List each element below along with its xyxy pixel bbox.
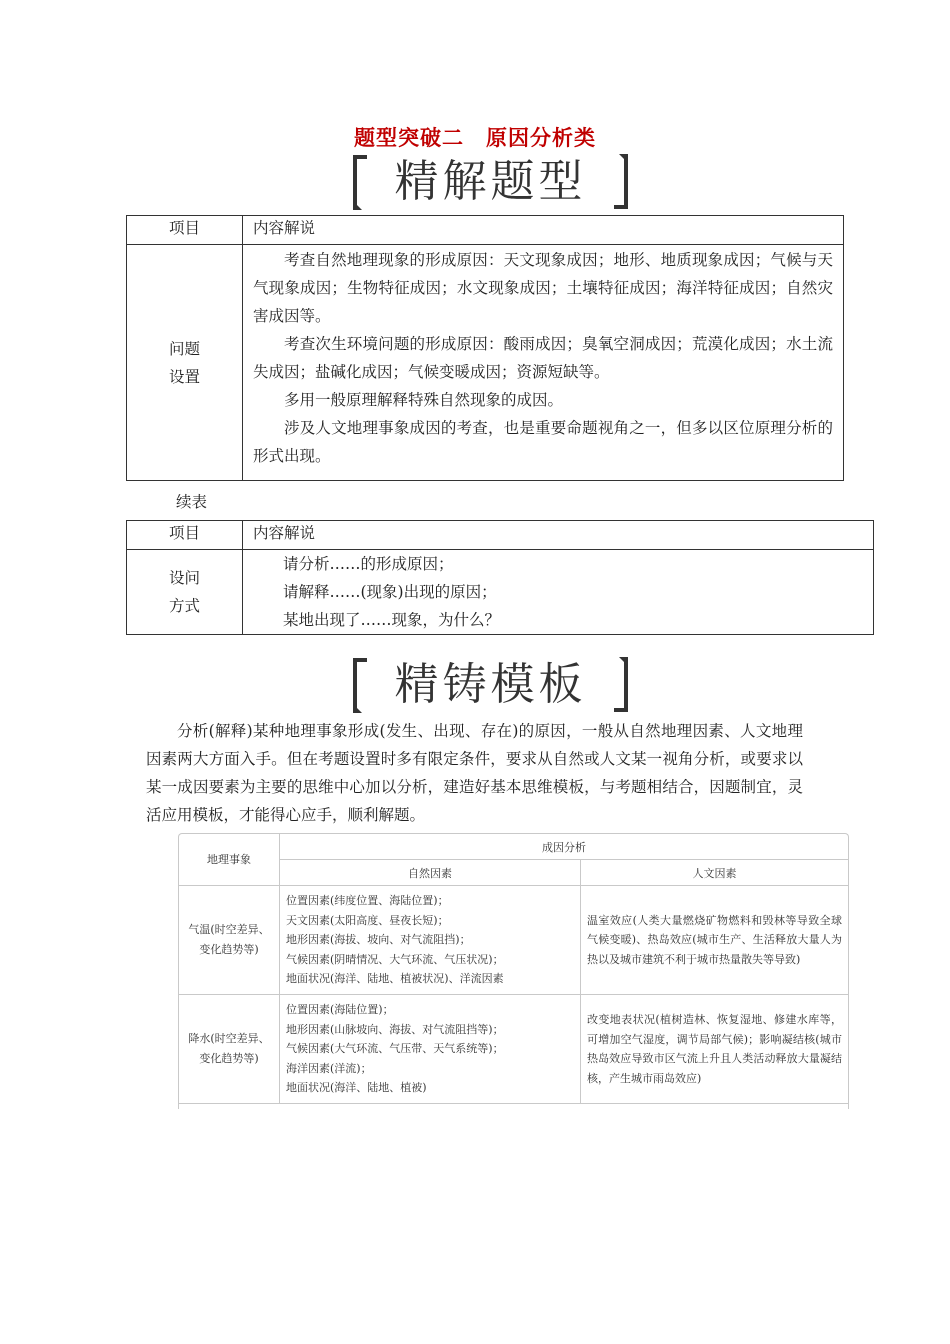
- bracket-left-icon: [353, 155, 367, 209]
- table-row: [127, 550, 874, 635]
- header-content: 内容解说: [243, 521, 874, 550]
- list-item: 请分析……的形成原因；: [283, 555, 454, 573]
- row-content: [243, 245, 844, 481]
- page-title: 题型突破二 原因分析类: [354, 126, 596, 150]
- table-header-row: [127, 216, 844, 245]
- human-factors: 温室效应(人类大量燃烧矿物燃料和毁林等导致全球气候变暖)、热岛效应(城市生产、生活释放大量人为热以及城市建筑不利于城市热量散失等导致): [581, 886, 849, 995]
- table-row: [179, 995, 848, 1104]
- row-content: [243, 550, 874, 635]
- question-setting-table: [126, 215, 844, 481]
- table-header-row: [179, 834, 848, 860]
- question-style-table: [126, 520, 874, 635]
- row-label: 气温(时空差异、 变化趋势等): [179, 886, 280, 995]
- paragraph: 考查次生环境问题的形成原因：酸雨成因；臭氧空洞成因；荒漠化成因；水土流失成因；盐碱化成因；气候变暖成因；资源短缺等。: [253, 335, 833, 381]
- continued-label: 续表: [176, 493, 208, 511]
- banner-text: 精解题型: [394, 156, 587, 207]
- table-row: [127, 245, 844, 481]
- section-banner-jingzhu: [353, 658, 628, 716]
- table-subheader-row: [179, 860, 848, 886]
- paragraph: 考查自然地理现象的形成原因：天文现象成因；地形、地质现象成因；气候与天气现象成因；生物特征成因；水文现象成因；土壤特征成因；海洋特征成因；自然灾害成因等。: [253, 251, 833, 325]
- header-item: 项目: [127, 521, 243, 550]
- list-item: 请解释……(现象)出现的原因；: [283, 583, 497, 601]
- cause-analysis-table: [178, 833, 849, 1109]
- header-natural: 自然因素: [280, 860, 581, 886]
- banner-text: 精铸模板: [394, 659, 587, 710]
- human-factors: 改变地表状况(植树造林、恢复湿地、修建水库等，可增加空气湿度，调节局部气候)；影响凝结核(城市热岛效应导致市区气流上升且人类活动释放大量凝结核，产生城市雨岛效应): [581, 995, 849, 1104]
- intro-paragraph: 分析(解释)某种地理事象形成(发生、出现、存在)的原因，一般从自然地理因素、人文地理因素两大方面入手。但在考题设置时多有限定条件，要求从自然或人文某一视角分析，或要求以某一成因要素为主要的思维中心加以分析，建造好基本思维模板，与考题相结合，因题制宜，灵活应用模板，才能得心应手，顺利解题。: [146, 722, 803, 824]
- bracket-right-icon: [614, 658, 628, 712]
- header-cause: 成因分析: [280, 834, 849, 860]
- paragraph: 涉及人文地理事象成因的考查，也是重要命题视角之一，但多以区位原理分析的形式出现。: [253, 419, 833, 465]
- header-content: 内容解说: [243, 216, 844, 245]
- table-row: [179, 886, 848, 995]
- paragraph: 多用一般原理解释特殊自然现象的成因。: [284, 391, 564, 409]
- header-phenomenon: 地理事象: [179, 834, 280, 886]
- row-label: 设问 方式: [127, 550, 243, 635]
- bracket-left-icon: [353, 658, 367, 712]
- header-item: 项目: [127, 216, 243, 245]
- row-label: 降水(时空差异、 变化趋势等): [179, 995, 280, 1104]
- list-item: 某地出现了……现象，为什么？: [283, 611, 501, 629]
- bracket-right-icon: [614, 155, 628, 209]
- header-human: 人文因素: [581, 860, 849, 886]
- table-header-row: [127, 521, 874, 550]
- natural-factors: 位置因素(海陆位置)； 地形因素(山脉坡向、海拔、对气流阻挡等)； 气候因素(大气环流、气压带、天气系统等)； 海洋因素(洋流)； 地面状况(海洋、陆地、植被): [280, 995, 581, 1104]
- natural-factors: 位置因素(纬度位置、海陆位置)； 天文因素(太阳高度、昼夜长短)； 地形因素(海拔、坡向、对气流阻挡)； 气候因素(阴晴情况、大气环流、气压状况)； 地面状况(海洋、陆地、植被状况)、洋流因素: [280, 886, 581, 995]
- section-banner-jingjie: [353, 155, 628, 213]
- row-label: 问题 设置: [127, 245, 243, 481]
